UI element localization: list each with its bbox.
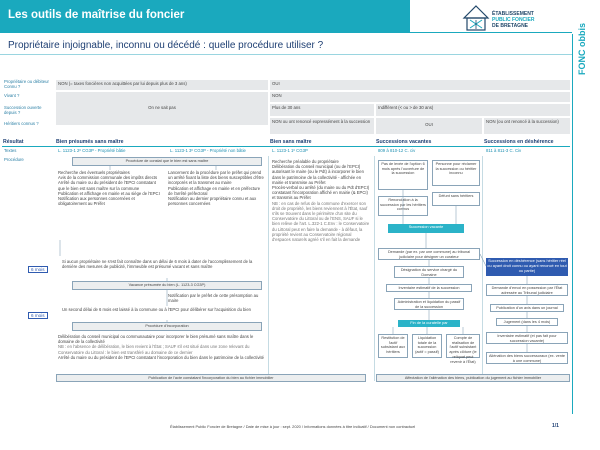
col1-step-recherche: Recherche des éventuels propriétaires	[58, 170, 130, 175]
col1-step-prefecture: Publication et affichage en mairie et en préfecture de l'arrêté préfectoral	[168, 185, 261, 196]
col3-restitution-box: Restitution de l'actif subsistant aux héritiers	[378, 334, 408, 358]
col3-designation-box: Désignation du service chargé du Domaine	[394, 266, 464, 278]
col1-notif-prefet: Notification par le préfet de cette présomption au maire	[168, 293, 259, 304]
criteria-heirs-renounced: NON (ou ont renoncé à la succession)	[484, 118, 570, 134]
label-procedure: Procédure	[4, 157, 24, 162]
col1-if-no-owner: Si aucun propriétaire ne s'est fait connaître dans un délai de 6 mois à dater de l'accomplissement de la dernière des mesures de publicité, l'immeuble est présumé vacant et sans maître	[62, 259, 253, 270]
criteria-known-yes: OUI	[270, 80, 570, 90]
label-resultat: Résultat	[3, 139, 24, 145]
criteria-label-alive: Vivant ?	[4, 93, 20, 98]
col1-step-arrete-incorp: Arrêté du maire ou du président de l'EPCI constatant l'incorporation du bien dans le patrimoine de la collectivité	[58, 354, 264, 360]
text-col3: 809 à 810-12 C. civ	[378, 148, 416, 153]
col1-step-lancement: Lancement de la procédure par le préfet qui prend un arrêté fixant la liste des biens susceptibles d'être incorporés et la transmet au maire	[168, 170, 264, 186]
footer-notice: Établissement Public Foncier de Bretagne / Date de mise à jour : sept. 2020 / Informations données à titre indicatif / Document non contractuel	[170, 424, 416, 429]
col2-step-pv: Procès-verbal ou arrêté (du maire ou du Pdt d'EPCI) constatant l'incorporation affiché en mairie (& EPCI) et transmis au Préfet	[272, 185, 370, 201]
criteria-unknown-status: On ne sait pas	[56, 92, 268, 125]
col4-final-affectation: Affectation de l'aliénation des biens, publication du jugement au fichier immobilier	[376, 374, 570, 382]
col3-option-box: Pas de levée de l'option 6 mois après l'ouverture de la succession	[378, 160, 428, 190]
section-title: Les outils de maîtrise du foncier	[8, 9, 185, 21]
criteria-label-known: Propriétaire ou débiteur Connu ?	[4, 79, 49, 90]
col1-step-notif-proprio: Notification au dernier propriétaire connu et aux personnes concernées	[168, 196, 257, 207]
label-textes: Textes	[4, 148, 17, 153]
page-title: Propriétaire injoignable, inconnu ou décédé : quelle procédure utiliser ?	[8, 40, 324, 51]
result-col4: Successions en déshérence	[484, 139, 554, 145]
col1-step-publication: Publication et affichage en mairie et au siège de l'EPCI	[58, 190, 160, 196]
col3-vacante-box: Succession vacante	[388, 224, 464, 233]
col3-inventaire-box: Inventaire estimatif de la succession	[386, 284, 472, 292]
result-col2: Bien sans maître	[270, 139, 312, 145]
text-col1b: L. 1123-1 3º CG3P - Propriété non bâtie	[170, 148, 246, 153]
col4-deshérence-box: Succession en déshérence (sans héritier réel ou ayant droit connu ou ayant renoncé en tout ou partie)	[486, 258, 568, 276]
col3-administration-box: Administration et liquidation du passif de la succession	[394, 298, 464, 310]
col1-step-notification: Notification aux personnes concernées et obligatoirement au Préfet	[58, 196, 135, 207]
col3-compte-box: Compte de réalisation de l'actif subsistant après clôture (le reliquat peut revenir à l'État)	[446, 334, 480, 358]
criteria-alive-no: NON	[270, 92, 570, 102]
col2-nb: NB : en cas de refus de la commune d'exercer son droit de propriété, les biens reviennent à l'État, sauf s'ils se trouvent dans le périmètre d'un site du Conservatoire du Littoral ou de l'ENS, SAUF si le bien relève de l'art. L.322-1 C.Env : le Conservatoire du Littoral peut en faire la demande - à défaut, la propriété revient au Conservatoire régional d'espaces naturels agréé s'il en fait la demande	[272, 200, 370, 243]
col3-fin-curatelle-box: Fin de la curatelle par	[398, 320, 460, 327]
text-col4: 811 à 811-3 C. Civ	[486, 148, 522, 153]
criteria-heirs-no: NON ou ont renoncé expressément à la succession	[270, 118, 374, 134]
col3-liquidation-box: Liquidation totale de la succession (actif = passif)	[412, 334, 442, 358]
col3-demande-box: Demande (par ex. par une commune) au tribunal judiciaire pour désigner un curateur	[378, 248, 480, 260]
criteria-unknown-owner: NON (= taxes foncières non acquittées par lui depuis plus de 3 ans)	[56, 80, 268, 90]
col3-renunciation-box: Renonciation à la succession par les héritiers connus	[378, 196, 428, 216]
col1-incorporation-box: Procédure d'incorporation	[72, 322, 262, 331]
col1-step-deliberation: Délibération du conseil municipal ou communautaire pour incorporer le bien présumé sans maître dans le domaine de la collectivité	[58, 334, 254, 345]
col1-step-avis: Avis de la commission communale des impôts directs	[58, 175, 158, 181]
col4-inventaire-box: Inventaire estimatif (et pas fait pour succession vacante)	[486, 332, 568, 344]
col1-nb: NB : en l'absence de délibération, le bien revient à l'État ; SAUF s'il est situé dans une zone relevant du Conservatoire du Littoral : le bien est transféré au domaine de ce dernier	[58, 344, 250, 355]
criteria-label-heirs: Héritiers connus ?	[4, 121, 39, 126]
col1-vacance-box: Vacance présumée du bien (L. 1123-3 CG3P)	[72, 281, 262, 290]
criteria-heirs-yes: OUI	[376, 118, 482, 134]
col4-avis-journal-box: Publication d'un avis dans un journal	[490, 304, 564, 312]
col1-final-publication: Publication de l'acte constatant l'incorporation du bien au fichier immobilier	[56, 374, 366, 382]
col4-alienation-box: Aliénation des biens successoraux (ex. vente à une commune)	[486, 352, 568, 364]
col1-constat-box: Procédure de constat que le bien est sans maître	[72, 157, 262, 166]
page-number: 1/1	[552, 423, 559, 429]
result-col3: Successions vacantes	[376, 139, 432, 145]
text-col1a: L. 1123-1 2º CG3P - Propriété bâtie	[58, 148, 126, 153]
result-col1: Bien présumés sans maître	[56, 139, 124, 145]
delay-badge-2: 6 mois	[28, 312, 48, 319]
col3-unknown-heir-box: Personne pour réclamer la succession ou héritier inconnu	[432, 160, 480, 186]
col2-step-recherche: Recherche préalable du propriétaire	[272, 159, 339, 164]
logo-wordmark: ÉTABLISSEMENT PUBLIC FONCIER DE BRETAGNE	[492, 11, 535, 29]
col4-envoi-possession-box: Demande d'envoi en possession par l'État adressée au Tribunal judiciaire	[486, 284, 568, 296]
text-col2: L. 1123-1 1º CG3P	[272, 148, 308, 153]
side-label: FONC obbis	[577, 23, 587, 75]
criteria-more-30: Plus de 30 ans	[270, 104, 374, 116]
col1-step-arrete: Arrêté du maire ou du président de l'EPCI constatant que le bien est sans maître sur la commune	[58, 180, 156, 191]
criteria-label-succession: Succession ouverte depuis ?	[4, 105, 42, 116]
delay-badge-1: 6 mois	[28, 266, 48, 273]
criteria-indifferent: Indifférent (< ou > de 30 ans)	[376, 104, 570, 116]
col3-no-heir-box: Défunt sans héritiers	[432, 192, 480, 206]
col2-step-deliberation: Délibération du conseil municipal (ou de l'EPCI) autorisant le maire (ou le Pdt) à incorporer le bien dans le patrimoine de la collectivité - affichée en mairie et transmise au Préfet	[272, 164, 364, 185]
col1-second-delay: Un second délai de 6 mois est laissé à la commune ou à l'EPCI pour délibérer sur l'acquisition du bien	[62, 307, 251, 312]
col4-jugement-box: Jugement (dans les 4 mois)	[496, 318, 558, 326]
